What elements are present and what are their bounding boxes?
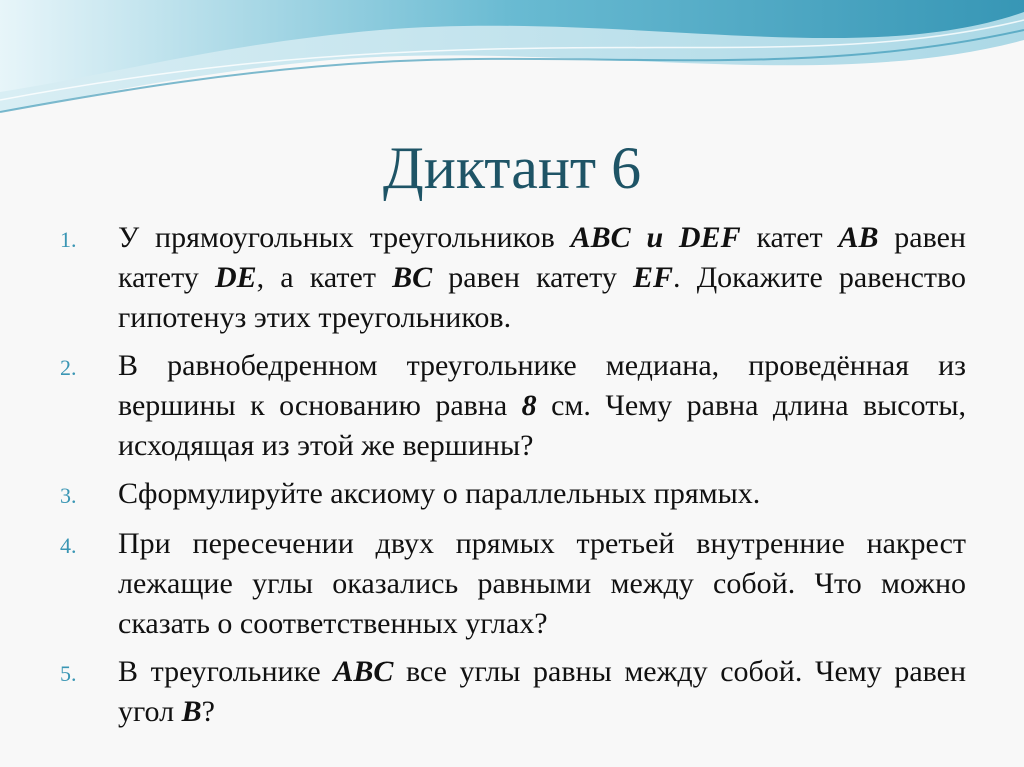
- math-term: 8: [521, 389, 537, 422]
- item-text: [118, 346, 966, 466]
- text-segment: У прямоугольных треугольников: [118, 221, 571, 254]
- text-segment: В треугольнике: [118, 655, 334, 688]
- math-term: ABC и DEF: [570, 221, 741, 254]
- item-number: 5.: [60, 661, 77, 686]
- math-term: EF: [633, 261, 674, 294]
- math-term: DE: [214, 261, 257, 294]
- math-term: BC: [392, 261, 433, 294]
- item-number: 1.: [60, 227, 77, 252]
- list-item: [60, 474, 966, 516]
- text-segment: катет: [740, 221, 839, 254]
- text-segment: , а катет: [256, 261, 393, 294]
- list-item: [60, 218, 966, 338]
- task-list: [60, 218, 966, 740]
- item-text: [118, 524, 966, 644]
- text-segment: равен катету: [118, 221, 966, 294]
- item-text: [118, 474, 966, 514]
- item-number: 4.: [60, 533, 77, 558]
- item-number: 2.: [60, 355, 77, 380]
- math-term: AB: [838, 221, 879, 254]
- text-segment: ?: [201, 695, 215, 728]
- text-segment: см. Чему равна длина высоты, исходящая из этой же вершины?: [118, 389, 966, 462]
- item-number: 3.: [60, 483, 77, 508]
- list-item: [60, 346, 966, 466]
- text-segment: В равнобедренном треугольнике медиана, проведённая из вершины к основанию равна: [118, 349, 966, 422]
- list-item: [60, 524, 966, 644]
- text-segment: Сформулируйте аксиому о параллельных прямых.: [118, 477, 761, 510]
- item-text: [118, 218, 966, 338]
- text-segment: . Докажите равенство гипотенуз этих треугольников.: [118, 261, 966, 334]
- item-text: [118, 652, 966, 732]
- page-title: Диктант 6: [382, 135, 642, 201]
- text-segment: все углы равны между собой. Чему равен угол: [118, 655, 967, 728]
- text-segment: При пересечении двух прямых третьей внутренние накрест лежащие углы оказались равными между собой. Что можно сказать о соответственных углах?: [118, 527, 966, 640]
- list-item: [60, 652, 966, 732]
- math-term: B: [181, 695, 202, 728]
- text-segment: равен катету: [432, 261, 634, 294]
- math-term: ABC: [333, 655, 394, 688]
